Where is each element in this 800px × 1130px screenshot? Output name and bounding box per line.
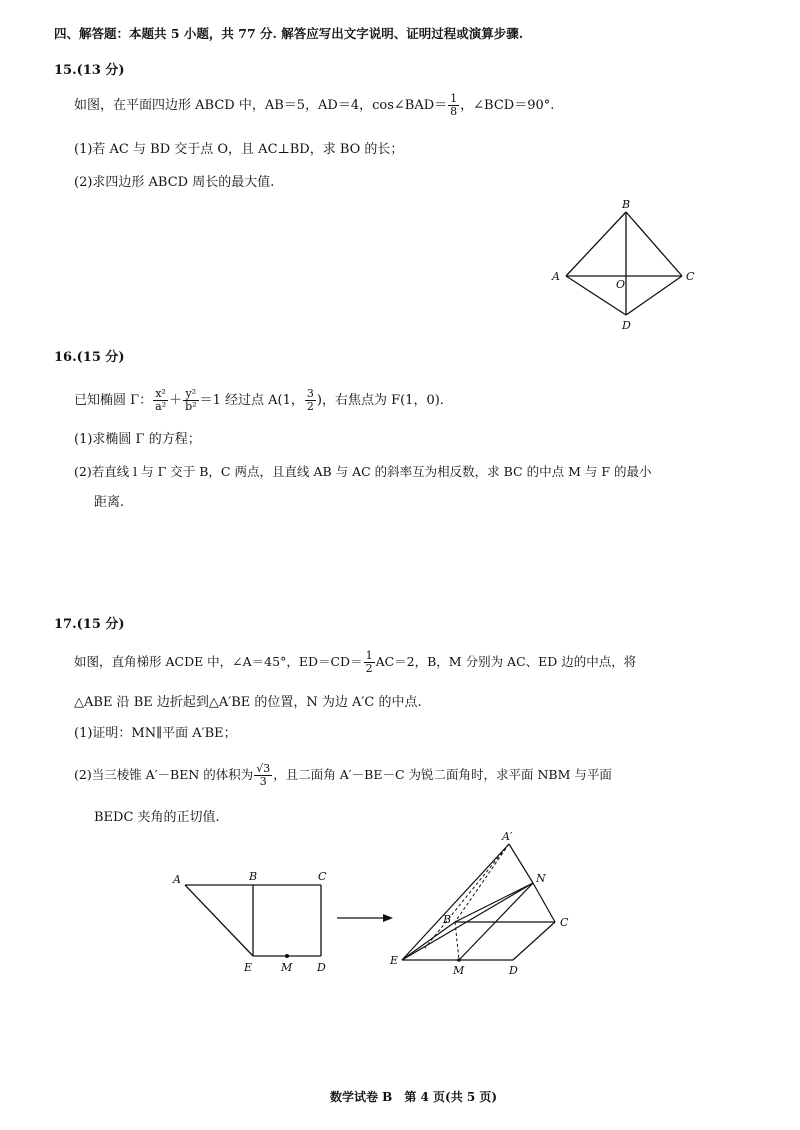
q17-left-label-b: B	[249, 870, 258, 883]
q16-part2-line2: 距离.	[94, 495, 125, 510]
q16-points: (15 分)	[76, 350, 125, 365]
q17-right-edge-bn	[455, 883, 533, 922]
q17-left-label-d: D	[317, 961, 326, 974]
q17-right-label-a1: A′	[502, 830, 513, 843]
q15-label-o: O	[616, 278, 626, 291]
q16-x-fraction	[153, 388, 168, 413]
q17-stem	[74, 647, 636, 677]
q16-plus: ＋	[169, 393, 183, 408]
q16-stem-a: 已知椭圆 Γ：	[74, 393, 153, 408]
q17-number: 17.	[54, 617, 77, 632]
q15-stem	[74, 92, 554, 120]
q17-stem-line2: △ABE 沿 BE 边折起到△A′BE 的位置，N 为边 A′C 的中点.	[74, 695, 422, 710]
q17-left-figure	[165, 860, 345, 980]
q16-y-fraction	[183, 388, 198, 413]
q17-right-edge-cd	[513, 922, 555, 960]
q16-part1: (1)求椭圆 Γ 的方程；	[74, 432, 201, 447]
q17-frac-den: 2	[365, 662, 373, 675]
q17-right-label-n: N	[536, 872, 546, 885]
q17-part1: (1)证明：MN∥平面 A′BE；	[74, 726, 237, 741]
q17-volume-fraction	[254, 763, 272, 788]
q17-half-fraction	[364, 650, 375, 675]
q16-y-num: y²	[183, 388, 198, 401]
q15-label-a: A	[552, 270, 560, 283]
q17-right-label-e: E	[390, 954, 399, 967]
q16-x-den: a²	[155, 400, 167, 413]
q17-vol-num: √3	[256, 762, 271, 775]
q16-y-den: b²	[185, 400, 197, 413]
q17-right-dashed-a1b	[455, 844, 509, 922]
q16-pt-den: 2	[306, 400, 314, 413]
q17-right-dashed-a1e	[425, 844, 509, 948]
q15-label-c: C	[686, 270, 695, 283]
q17-left-label-m: M	[281, 961, 293, 974]
q15-heading	[54, 62, 125, 80]
q16-part2-line1: (2)若直线 l 与 Γ 交于 B，C 两点，且直线 AB 与 AC 的斜率互为相反数，求 BC 的中点 M 与 F 的最小	[74, 464, 652, 479]
q16-point-fraction	[305, 388, 316, 413]
q17-right-figure	[385, 830, 585, 980]
q15-frac-num: 1	[450, 92, 458, 105]
q17-frac-num: 1	[365, 649, 373, 662]
q17-right-edge-nc	[533, 883, 555, 922]
page-footer: 数学试卷 B 第 4 页(共 5 页)	[330, 1090, 498, 1104]
q17-stem-b: AC＝2，B，M 分别为 AC、ED 边的中点，将	[375, 654, 637, 669]
q17-left-label-c: C	[318, 870, 327, 883]
q16-heading	[54, 349, 125, 367]
q17-stem-a: 如图，直角梯形 ACDE 中，∠A＝45°，ED＝CD＝	[74, 654, 363, 669]
q15-edge-bc	[626, 212, 682, 276]
q15-stem-a: 如图，在平面四边形 ABCD 中，AB＝5，AD＝4，cos∠BAD＝	[74, 98, 448, 113]
q15-edge-ab	[566, 212, 626, 276]
q17-part2-b: ，且二面角 A′－BE－C 为锐二面角时，求平面 NBM 与平面	[273, 767, 612, 782]
q17-right-edge-a1n	[509, 844, 533, 883]
q15-label-d: D	[622, 319, 631, 332]
q16-x-num: x²	[153, 388, 168, 401]
q15-stem-b: ，∠BCD＝90°.	[460, 98, 555, 113]
q17-left-label-a: A	[173, 873, 181, 886]
q15-number: 15.	[54, 63, 77, 78]
q17-right-label-b: B	[443, 913, 452, 926]
q17-part2	[74, 760, 612, 790]
q17-heading	[54, 616, 125, 634]
q17-left-edge-ea	[185, 885, 253, 956]
q17-right-label-c: C	[560, 916, 569, 929]
q16-stem-c: )，右焦点为 F(1，0).	[316, 393, 444, 408]
q16-number: 16.	[54, 350, 77, 365]
q17-right-label-d: D	[509, 964, 518, 977]
q17-right-edge-ea1	[402, 844, 509, 960]
q17-part2-line2: BEDC 夹角的正切值.	[94, 810, 220, 825]
q17-right-edge-be	[402, 922, 455, 960]
q15-part1: (1)若 AC 与 BD 交于点 O，且 AC⊥BD，求 BO 的长；	[74, 142, 404, 157]
q17-part2-a: (2)当三棱锥 A′－BEN 的体积为	[74, 767, 254, 782]
q15-part2: (2)求四边形 ABCD 周长的最大值.	[74, 175, 275, 190]
q15-label-b: B	[622, 198, 631, 211]
section-header: 四、解答题：本题共 5 小题，共 77 分. 解答应写出文字说明、证明过程或演算步骤.	[54, 26, 524, 41]
q17-right-label-m: M	[453, 964, 465, 977]
q15-edge-cd	[626, 276, 682, 315]
q15-points: (13 分)	[76, 63, 125, 78]
q15-cos-fraction	[448, 93, 459, 118]
q16-stem-b: ＝1 经过点 A(1，	[199, 393, 304, 408]
q17-left-point-m	[285, 954, 289, 958]
q16-stem	[74, 386, 444, 416]
q16-pt-num: 3	[306, 387, 314, 400]
q17-points: (15 分)	[76, 617, 125, 632]
q15-frac-den: 8	[450, 105, 458, 118]
q17-right-point-m	[457, 958, 461, 962]
q15-figure	[540, 195, 700, 335]
q17-vol-den: 3	[259, 775, 267, 788]
q17-left-label-e: E	[244, 961, 253, 974]
